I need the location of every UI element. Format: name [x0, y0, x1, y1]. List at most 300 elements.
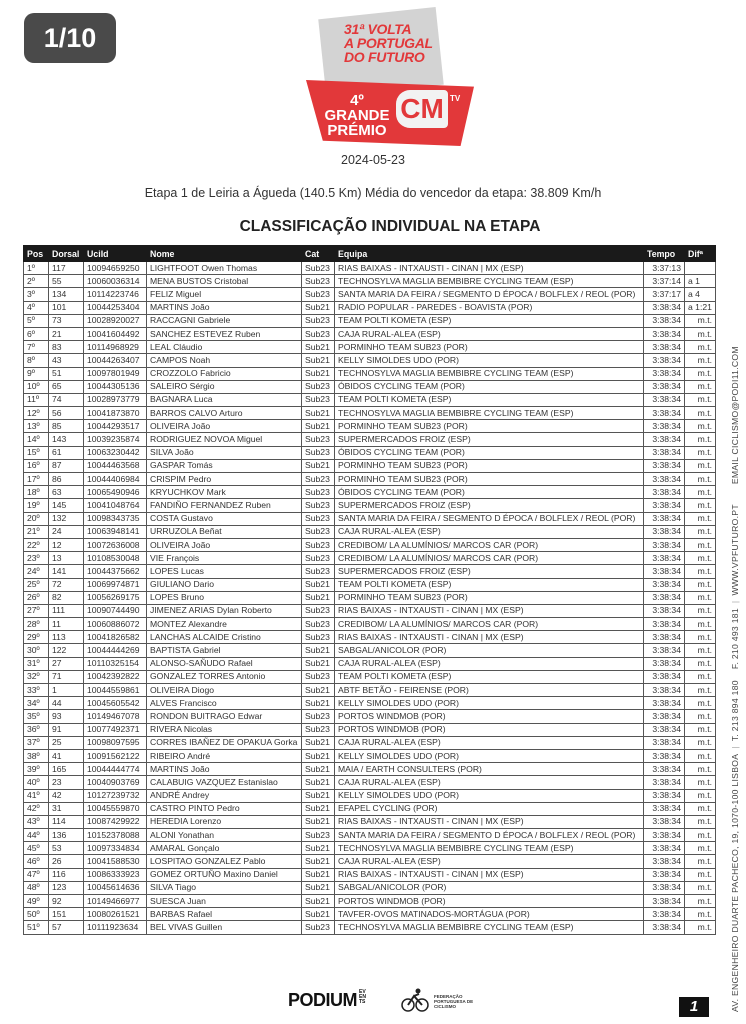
cell-nome: SILVA Tiago — [147, 881, 302, 894]
cell-pos: 48º — [24, 881, 49, 894]
cell-pos: 2º — [24, 275, 49, 288]
cell-pos: 22º — [24, 538, 49, 551]
cell-equipa: TECHNOSYLVA MAGLIA BEMBIBRE CYCLING TEAM (ESP) — [335, 842, 644, 855]
federation-name: FEDERAÇÃO PORTUGUESA DE CICLISMO — [434, 993, 474, 1009]
cell-nome: LOPES Bruno — [147, 591, 302, 604]
cell-dorsal: 111 — [49, 604, 84, 617]
cell-pos: 40º — [24, 776, 49, 789]
cell-uciid: 10041873870 — [84, 407, 147, 420]
cell-pos: 25º — [24, 578, 49, 591]
cell-cat: Sub23 — [302, 275, 335, 288]
table-row — [24, 591, 716, 604]
cell-equipa: RIAS BAIXAS - INTXAUSTI - CINAN | MX (ESP) — [335, 262, 644, 275]
cell-dorsal: 165 — [49, 763, 84, 776]
cell-pos: 15º — [24, 446, 49, 459]
cell-pos: 12º — [24, 407, 49, 420]
cell-dif — [685, 262, 716, 275]
cell-equipa: ÓBIDOS CYCLING TEAM (POR) — [335, 486, 644, 499]
cell-nome: GONZALEZ TORRES Antonio — [147, 670, 302, 683]
cell-equipa: RIAS BAIXAS - INTXAUSTI - CINAN | MX (ESP) — [335, 815, 644, 828]
cell-cat: Sub21 — [302, 842, 335, 855]
col-header-dif: Difª — [685, 246, 716, 262]
cell-cat: Sub23 — [302, 393, 335, 406]
cell-tempo: 3:38:34 — [644, 855, 685, 868]
table-row — [24, 868, 716, 881]
cell-cat: Sub23 — [302, 552, 335, 565]
cell-pos: 26º — [24, 591, 49, 604]
cell-equipa: TECHNOSYLVA MAGLIA BEMBIBRE CYCLING TEAM (ESP) — [335, 921, 644, 934]
cell-dif: a 1:21 — [685, 301, 716, 314]
table-row — [24, 895, 716, 908]
cell-uciid: 10044444774 — [84, 763, 147, 776]
logo-grande-premio — [318, 93, 396, 138]
cell-equipa: CAJA RURAL-ALEA (ESP) — [335, 776, 644, 789]
cell-dif: m.t. — [685, 868, 716, 881]
cell-pos: 46º — [24, 855, 49, 868]
cell-nome: ALONSO-SAÑUDO Rafael — [147, 657, 302, 670]
federation-logo — [400, 988, 474, 1014]
cell-tempo: 3:38:34 — [644, 499, 685, 512]
cell-nome: LEAL Cláudio — [147, 341, 302, 354]
cell-cat: Sub21 — [302, 855, 335, 868]
table-row — [24, 670, 716, 683]
cell-pos: 6º — [24, 327, 49, 340]
event-logo — [300, 10, 480, 150]
cell-nome: SILVA João — [147, 446, 302, 459]
cell-equipa: PORMINHO TEAM SUB23 (POR) — [335, 341, 644, 354]
cell-uciid: 10045559870 — [84, 802, 147, 815]
cell-nome: LOSPITAO GONZALEZ Pablo — [147, 855, 302, 868]
cell-dif: m.t. — [685, 604, 716, 617]
cell-equipa: CREDIBOM/ LA ALUMÍNIOS/ MARCOS CAR (POR) — [335, 552, 644, 565]
cell-nome: RONDON BUITRAGO Edwar — [147, 710, 302, 723]
cell-equipa: CAJA RURAL-ALEA (ESP) — [335, 855, 644, 868]
cell-tempo: 3:38:34 — [644, 697, 685, 710]
contact-phone: T. 213 894 180 — [730, 680, 740, 742]
cell-nome: SUESCA Juan — [147, 895, 302, 908]
cell-uciid: 10044559861 — [84, 684, 147, 697]
cell-dif: m.t. — [685, 433, 716, 446]
cell-equipa: CAJA RURAL-ALEA (ESP) — [335, 736, 644, 749]
cell-dif: m.t. — [685, 459, 716, 472]
cell-tempo: 3:38:34 — [644, 868, 685, 881]
cell-dorsal: 53 — [49, 842, 84, 855]
cell-dorsal: 13 — [49, 552, 84, 565]
cell-uciid: 10063230442 — [84, 446, 147, 459]
cell-cat: Sub23 — [302, 327, 335, 340]
cell-equipa: SANTA MARIA DA FEIRA / SEGMENTO D ÉPOCA / BOLFLEX / REOL (POR) — [335, 829, 644, 842]
table-row — [24, 552, 716, 565]
cell-pos: 32º — [24, 670, 49, 683]
cell-nome: SANCHEZ ESTEVEZ Ruben — [147, 327, 302, 340]
cell-cat: Sub23 — [302, 288, 335, 301]
table-row — [24, 407, 716, 420]
cell-uciid: 10152378088 — [84, 829, 147, 842]
cell-dif: m.t. — [685, 908, 716, 921]
cell-dif: m.t. — [685, 881, 716, 894]
cell-cat: Sub21 — [302, 776, 335, 789]
cell-tempo: 3:38:34 — [644, 380, 685, 393]
cyclist-icon — [400, 988, 430, 1014]
cell-cat: Sub21 — [302, 749, 335, 762]
logo-gp-line-2: PRÉMIO — [327, 122, 387, 139]
cell-dif: m.t. — [685, 578, 716, 591]
cell-tempo: 3:38:34 — [644, 763, 685, 776]
table-row — [24, 354, 716, 367]
cell-equipa: CAJA RURAL-ALEA (ESP) — [335, 525, 644, 538]
cell-uciid: 10110325154 — [84, 657, 147, 670]
cell-equipa: RIAS BAIXAS - INTXAUSTI - CINAN | MX (ESP) — [335, 868, 644, 881]
cell-nome: COSTA Gustavo — [147, 512, 302, 525]
table-row — [24, 789, 716, 802]
cell-dif: m.t. — [685, 684, 716, 697]
cell-cat: Sub23 — [302, 473, 335, 486]
cell-equipa: TEAM POLTI KOMETA (ESP) — [335, 578, 644, 591]
cell-dorsal: 116 — [49, 868, 84, 881]
table-row — [24, 736, 716, 749]
cell-pos: 23º — [24, 552, 49, 565]
cell-dif: m.t. — [685, 723, 716, 736]
cell-tempo: 3:38:34 — [644, 459, 685, 472]
cell-uciid: 10072636008 — [84, 538, 147, 551]
col-header-cat: Cat — [302, 246, 335, 262]
cell-equipa: TAVFER-OVOS MATINADOS-MORTÁGUA (POR) — [335, 908, 644, 921]
cell-tempo: 3:38:34 — [644, 644, 685, 657]
cell-dif: m.t. — [685, 670, 716, 683]
cell-pos: 24º — [24, 565, 49, 578]
cell-dorsal: 87 — [49, 459, 84, 472]
cell-tempo: 3:38:34 — [644, 789, 685, 802]
cell-equipa: TECHNOSYLVA MAGLIA BEMBIBRE CYCLING TEAM (ESP) — [335, 367, 644, 380]
cell-dorsal: 82 — [49, 591, 84, 604]
table-row — [24, 314, 716, 327]
cell-nome: JIMENEZ ARIAS Dylan Roberto — [147, 604, 302, 617]
table-row — [24, 842, 716, 855]
cell-nome: MENA BUSTOS Cristobal — [147, 275, 302, 288]
cell-tempo: 3:38:34 — [644, 314, 685, 327]
cell-uciid: 10060886072 — [84, 618, 147, 631]
cell-equipa: CAJA RURAL-ALEA (ESP) — [335, 657, 644, 670]
cell-nome: OLIVEIRA João — [147, 538, 302, 551]
cell-dif: m.t. — [685, 327, 716, 340]
cell-tempo: 3:38:34 — [644, 881, 685, 894]
cell-nome: ANDRÉ Andrey — [147, 789, 302, 802]
cell-cat: Sub21 — [302, 789, 335, 802]
cell-equipa: SUPERMERCADOS FROIZ (ESP) — [335, 565, 644, 578]
cell-cat: Sub23 — [302, 446, 335, 459]
cell-equipa: TEAM POLTI KOMETA (ESP) — [335, 393, 644, 406]
cell-dorsal: 56 — [49, 407, 84, 420]
cell-nome: SALEIRO Sérgio — [147, 380, 302, 393]
cell-dorsal: 136 — [49, 829, 84, 842]
cell-tempo: 3:38:34 — [644, 552, 685, 565]
cell-cat: Sub23 — [302, 499, 335, 512]
table-row — [24, 776, 716, 789]
cell-dif: m.t. — [685, 776, 716, 789]
cell-cat: Sub23 — [302, 512, 335, 525]
cell-equipa: MAIA / EARTH CONSULTERS (POR) — [335, 763, 644, 776]
cell-tempo: 3:38:34 — [644, 367, 685, 380]
table-row — [24, 393, 716, 406]
cell-nome: RIVERA Nicolas — [147, 723, 302, 736]
cell-tempo: 3:38:34 — [644, 578, 685, 591]
cell-equipa: KELLY SIMOLDES UDO (POR) — [335, 789, 644, 802]
cell-equipa: PORMINHO TEAM SUB23 (POR) — [335, 459, 644, 472]
cell-dorsal: 51 — [49, 367, 84, 380]
cell-tempo: 3:38:34 — [644, 473, 685, 486]
cell-dif: m.t. — [685, 552, 716, 565]
cell-nome: CALABUIG VAZQUEZ Estanislao — [147, 776, 302, 789]
cell-uciid: 10028920027 — [84, 314, 147, 327]
cell-cat: Sub23 — [302, 565, 335, 578]
cell-dif: m.t. — [685, 815, 716, 828]
cell-tempo: 3:38:34 — [644, 512, 685, 525]
cell-cat: Sub23 — [302, 604, 335, 617]
table-row — [24, 473, 716, 486]
cell-dorsal: 61 — [49, 446, 84, 459]
cell-uciid: 10149467078 — [84, 710, 147, 723]
cell-dif: m.t. — [685, 380, 716, 393]
cell-pos: 44º — [24, 829, 49, 842]
cell-dif: m.t. — [685, 354, 716, 367]
table-row — [24, 908, 716, 921]
cell-pos: 13º — [24, 420, 49, 433]
cell-equipa: ÓBIDOS CYCLING TEAM (POR) — [335, 380, 644, 393]
cell-nome: RACCAGNI Gabriele — [147, 314, 302, 327]
cell-cat: Sub21 — [302, 868, 335, 881]
table-row — [24, 327, 716, 340]
cell-uciid: 10069974871 — [84, 578, 147, 591]
cell-tempo: 3:38:34 — [644, 354, 685, 367]
table-row — [24, 380, 716, 393]
cell-equipa: SANTA MARIA DA FEIRA / SEGMENTO D ÉPOCA / BOLFLEX / REOL (POR) — [335, 512, 644, 525]
cell-dorsal: 132 — [49, 512, 84, 525]
cell-dif: m.t. — [685, 895, 716, 908]
table-row — [24, 749, 716, 762]
cell-uciid: 10044444269 — [84, 644, 147, 657]
cell-tempo: 3:38:34 — [644, 393, 685, 406]
cell-nome: LOPES Lucas — [147, 565, 302, 578]
cell-dif: m.t. — [685, 538, 716, 551]
cell-tempo: 3:38:34 — [644, 341, 685, 354]
cell-dif: m.t. — [685, 591, 716, 604]
cell-tempo: 3:38:34 — [644, 723, 685, 736]
cell-cat: Sub23 — [302, 618, 335, 631]
cell-dorsal: 41 — [49, 749, 84, 762]
table-row — [24, 710, 716, 723]
cell-dorsal: 57 — [49, 921, 84, 934]
results-table-body — [24, 262, 716, 935]
cell-dorsal: 91 — [49, 723, 84, 736]
table-row — [24, 815, 716, 828]
cell-dif: m.t. — [685, 446, 716, 459]
cell-dorsal: 71 — [49, 670, 84, 683]
cell-tempo: 3:38:34 — [644, 538, 685, 551]
table-row — [24, 763, 716, 776]
cell-dif: m.t. — [685, 697, 716, 710]
contact-fax: F. 210 493 181 — [730, 608, 740, 670]
cell-pos: 27º — [24, 604, 49, 617]
cell-dorsal: 12 — [49, 538, 84, 551]
table-row — [24, 881, 716, 894]
cell-uciid: 10097801949 — [84, 367, 147, 380]
cell-tempo: 3:37:13 — [644, 262, 685, 275]
cell-uciid: 10080261521 — [84, 908, 147, 921]
table-row — [24, 525, 716, 538]
cell-pos: 4º — [24, 301, 49, 314]
cell-uciid: 10090744490 — [84, 604, 147, 617]
cell-nome: AMARAL Gonçalo — [147, 842, 302, 855]
cell-dorsal: 122 — [49, 644, 84, 657]
cell-uciid: 10065490946 — [84, 486, 147, 499]
cell-dif: m.t. — [685, 525, 716, 538]
cell-nome: HEREDIA Lorenzo — [147, 815, 302, 828]
cell-pos: 19º — [24, 499, 49, 512]
cell-equipa: EFAPEL CYCLING (POR) — [335, 802, 644, 815]
cell-tempo: 3:38:34 — [644, 631, 685, 644]
cell-pos: 16º — [24, 459, 49, 472]
cell-tempo: 3:38:34 — [644, 684, 685, 697]
cell-dif: m.t. — [685, 486, 716, 499]
table-row — [24, 262, 716, 275]
cell-cat: Sub21 — [302, 815, 335, 828]
results-table — [23, 245, 716, 935]
cell-dif: a 1 — [685, 275, 716, 288]
cell-equipa: RIAS BAIXAS - INTXAUSTI - CINAN | MX (ESP) — [335, 631, 644, 644]
table-row — [24, 538, 716, 551]
cell-tempo: 3:37:14 — [644, 275, 685, 288]
cell-cat: Sub23 — [302, 921, 335, 934]
cell-pos: 33º — [24, 684, 49, 697]
cell-pos: 14º — [24, 433, 49, 446]
logo-line-1: 31ª VOLTA — [344, 21, 412, 37]
cell-pos: 18º — [24, 486, 49, 499]
cell-dif: m.t. — [685, 842, 716, 855]
cell-dif: m.t. — [685, 644, 716, 657]
cell-uciid: 10087429922 — [84, 815, 147, 828]
cell-pos: 47º — [24, 868, 49, 881]
cell-cat: Sub23 — [302, 486, 335, 499]
cell-uciid: 10044305136 — [84, 380, 147, 393]
cell-cat: Sub21 — [302, 578, 335, 591]
cell-cat: Sub23 — [302, 538, 335, 551]
table-row — [24, 420, 716, 433]
cell-uciid: 10097334834 — [84, 842, 147, 855]
logo-gp-line-1: 4º GRANDE — [324, 92, 390, 124]
col-header-pos: Pos — [24, 246, 49, 262]
cell-pos: 8º — [24, 354, 49, 367]
cell-dorsal: 101 — [49, 301, 84, 314]
cell-tempo: 3:38:34 — [644, 802, 685, 815]
cell-tempo: 3:38:34 — [644, 525, 685, 538]
cell-nome: OLIVEIRA Diogo — [147, 684, 302, 697]
cell-dorsal: 141 — [49, 565, 84, 578]
cell-dorsal: 24 — [49, 525, 84, 538]
table-header-row — [24, 246, 716, 262]
cell-tempo: 3:38:34 — [644, 591, 685, 604]
table-row — [24, 657, 716, 670]
cell-equipa: PORTOS WINDMOB (POR) — [335, 723, 644, 736]
cell-dorsal: 145 — [49, 499, 84, 512]
cell-pos: 28º — [24, 618, 49, 631]
cell-nome: MARTINS João — [147, 763, 302, 776]
cell-nome: CROZZOLO Fabricio — [147, 367, 302, 380]
cell-pos: 34º — [24, 697, 49, 710]
table-row — [24, 631, 716, 644]
table-row — [24, 697, 716, 710]
cell-cat: Sub21 — [302, 420, 335, 433]
side-contact-info: AV. ENGENHEIRO DUARTE PACHECO, 19, 1070-100 LISBOA|T. 213 894 180F. 210 493 181|WWW.VPFUTURO.PTEMAIL CICLISMO@PODI11.COM — [730, 346, 740, 1012]
cell-dorsal: 42 — [49, 789, 84, 802]
cell-dorsal: 23 — [49, 776, 84, 789]
cell-pos: 31º — [24, 657, 49, 670]
cell-uciid: 10039235874 — [84, 433, 147, 446]
col-header-tempo: Tempo — [644, 246, 685, 262]
cell-tempo: 3:38:34 — [644, 618, 685, 631]
cell-equipa: SABGAL/ANICOLOR (POR) — [335, 881, 644, 894]
cell-uciid: 10045614636 — [84, 881, 147, 894]
cell-pos: 37º — [24, 736, 49, 749]
cell-tempo: 3:38:34 — [644, 921, 685, 934]
col-header-uciid: UciId — [84, 246, 147, 262]
cell-uciid: 10094659250 — [84, 262, 147, 275]
cell-nome: URRUZOLA Beñat — [147, 525, 302, 538]
cell-dif: m.t. — [685, 710, 716, 723]
cell-cat: Sub21 — [302, 895, 335, 908]
cell-nome: MONTEZ Alexandre — [147, 618, 302, 631]
cell-dif: m.t. — [685, 393, 716, 406]
cell-dorsal: 86 — [49, 473, 84, 486]
cell-uciid: 10114968929 — [84, 341, 147, 354]
cell-uciid: 10041588530 — [84, 855, 147, 868]
cell-nome: RODRIGUEZ NOVOA Miguel — [147, 433, 302, 446]
table-row — [24, 604, 716, 617]
cell-uciid: 10149466977 — [84, 895, 147, 908]
cell-nome: BAPTISTA Gabriel — [147, 644, 302, 657]
cell-equipa: KELLY SIMOLDES UDO (POR) — [335, 749, 644, 762]
logo-volta-text — [344, 22, 454, 64]
cell-pos: 29º — [24, 631, 49, 644]
cell-cat: Sub21 — [302, 763, 335, 776]
cell-pos: 21º — [24, 525, 49, 538]
cell-dif: m.t. — [685, 473, 716, 486]
cell-dif: m.t. — [685, 736, 716, 749]
cell-dif: m.t. — [685, 631, 716, 644]
cell-equipa: SABGAL/ANICOLOR (POR) — [335, 644, 644, 657]
cell-pos: 5º — [24, 314, 49, 327]
table-row — [24, 618, 716, 631]
cell-dif: m.t. — [685, 618, 716, 631]
podium-logo — [288, 990, 367, 1011]
cell-uciid: 10044375662 — [84, 565, 147, 578]
cell-cat: Sub23 — [302, 314, 335, 327]
cell-uciid: 10044463568 — [84, 459, 147, 472]
cell-pos: 51º — [24, 921, 49, 934]
podium-logo-text: PODIUM — [288, 990, 357, 1010]
table-row — [24, 829, 716, 842]
cell-equipa: TEAM POLTI KOMETA (ESP) — [335, 670, 644, 683]
cell-dorsal: 85 — [49, 420, 84, 433]
cell-dorsal: 1 — [49, 684, 84, 697]
cell-tempo: 3:38:34 — [644, 604, 685, 617]
cell-uciid: 10108530048 — [84, 552, 147, 565]
cell-dif: m.t. — [685, 565, 716, 578]
table-row — [24, 459, 716, 472]
cell-dorsal: 31 — [49, 802, 84, 815]
cell-uciid: 10045605542 — [84, 697, 147, 710]
cell-uciid: 10040903769 — [84, 776, 147, 789]
cell-nome: GIULIANO Dario — [147, 578, 302, 591]
